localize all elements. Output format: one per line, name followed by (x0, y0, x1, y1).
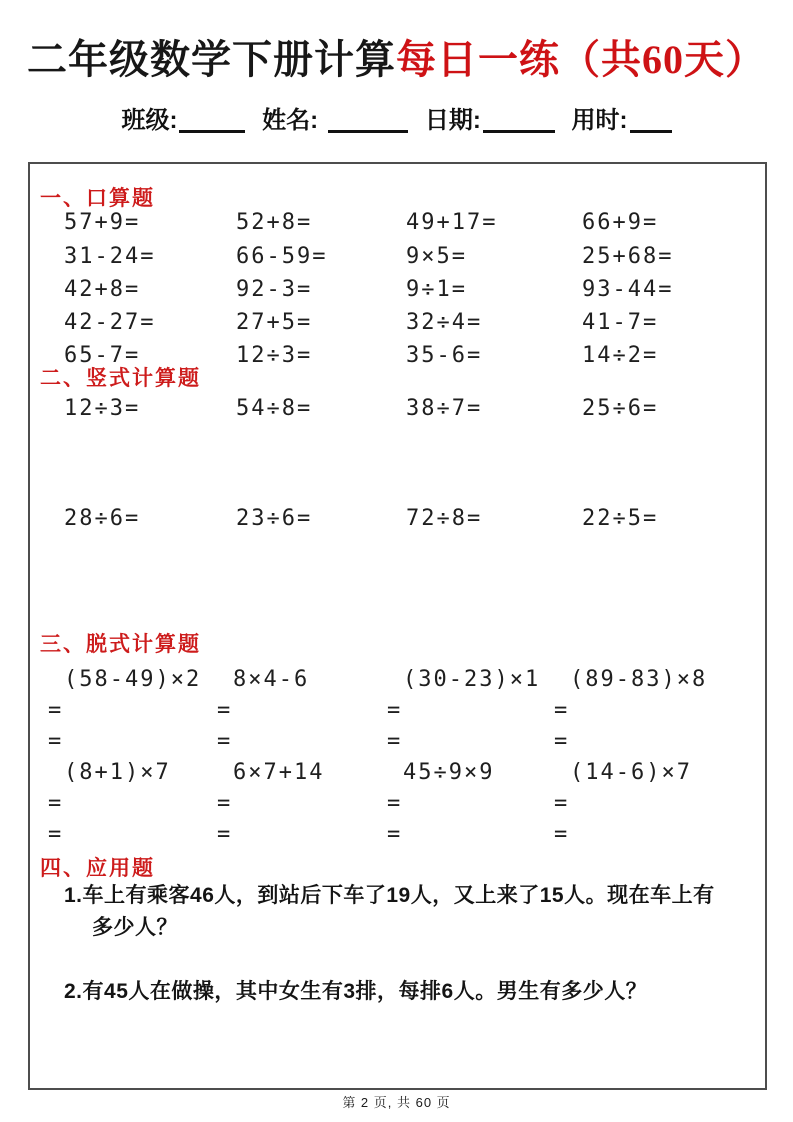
time-blank-line (630, 109, 672, 133)
equals-work-line: = (48, 791, 64, 816)
class-blank-line (179, 109, 245, 133)
stepwise-problem (217, 664, 377, 757)
oral-row (64, 210, 764, 235)
section-heading-word: 四、应用题 (40, 857, 155, 880)
page-number-text: 第 2 页, 共 60 页 (342, 1095, 451, 1110)
stepwise-problem (387, 757, 547, 850)
name-label: 姓名: (262, 107, 319, 134)
equals-work-line: = (217, 791, 233, 816)
word-problem: 2.有45人在做操，其中女生有3排，每排6人。男生有多少人？ (64, 980, 648, 1003)
equals-work-line: = (387, 698, 403, 723)
oral-problem: 9×5= (406, 244, 467, 269)
stepwise-expression: (58-49)×2 (64, 667, 202, 692)
vertical-problem: 54÷8= (236, 396, 313, 421)
oral-problem: 93-44= (582, 277, 674, 302)
date-field (425, 100, 561, 135)
stepwise-problem (48, 664, 208, 757)
equals-work-line: = (387, 822, 403, 847)
oral-row (64, 277, 764, 302)
equals-work-line: = (554, 729, 570, 754)
equals-work-line: = (48, 698, 64, 723)
oral-row (64, 244, 764, 269)
oral-problem: 41-7= (582, 310, 659, 335)
time-label: 用时: (571, 107, 628, 134)
oral-problem: 42-27= (64, 310, 156, 335)
equals-work-line: = (217, 822, 233, 847)
equals-work-line: = (217, 729, 233, 754)
oral-problem: 42+8= (64, 277, 141, 302)
time-field (572, 100, 672, 135)
student-info-line (0, 100, 793, 135)
section-heading-stepwise: 三、脱式计算题 (40, 633, 201, 656)
section-heading-vertical: 二、竖式计算题 (40, 367, 201, 390)
section-heading-oral: 一、口算题 (40, 187, 155, 210)
page-footer (0, 1092, 793, 1111)
stepwise-expression: 45÷9×9 (403, 760, 495, 785)
date-label: 日期: (424, 107, 481, 134)
equals-work-line: = (48, 729, 64, 754)
equals-work-line: = (387, 729, 403, 754)
name-field (262, 100, 414, 135)
oral-problem: 31-24= (64, 244, 156, 269)
equals-work-line: = (554, 698, 570, 723)
stepwise-problem (217, 757, 377, 850)
oral-problem: 66+9= (582, 210, 659, 235)
oral-problem: 12÷3= (236, 343, 313, 368)
stepwise-expression: 6×7+14 (233, 760, 325, 785)
stepwise-expression: 8×4-6 (233, 667, 310, 692)
title-main-text: 二年级数学下册计算 (27, 37, 396, 82)
vertical-row (64, 396, 764, 421)
oral-row (64, 310, 764, 335)
vertical-problem: 72÷8= (406, 506, 483, 531)
vertical-problem: 25÷6= (582, 396, 659, 421)
page-title (0, 28, 793, 85)
equals-work-line: = (554, 822, 570, 847)
stepwise-expression: (89-83)×8 (570, 667, 708, 692)
class-field (121, 100, 251, 135)
stepwise-problem (48, 757, 208, 850)
equals-work-line: = (217, 698, 233, 723)
vertical-row (64, 506, 764, 531)
equals-work-line: = (387, 791, 403, 816)
oral-problem: 25+68= (582, 244, 674, 269)
stepwise-expression: (8+1)×7 (64, 760, 171, 785)
oral-problem: 57+9= (64, 210, 141, 235)
name-blank-line (328, 109, 408, 133)
oral-problem: 14÷2= (582, 343, 659, 368)
class-label: 班级: (121, 107, 178, 134)
stepwise-expression: (14-6)×7 (570, 760, 692, 785)
vertical-problem: 28÷6= (64, 506, 141, 531)
oral-problem: 27+5= (236, 310, 313, 335)
date-blank-line (483, 109, 555, 133)
word-problem: 1.车上有乘客46人，到站后下车了19人，又上来了15人。现在车上有多少人？ (64, 884, 715, 939)
equals-work-line: = (48, 822, 64, 847)
vertical-problem: 38÷7= (406, 396, 483, 421)
vertical-problem: 12÷3= (64, 396, 141, 421)
oral-problem: 32÷4= (406, 310, 483, 335)
oral-problem: 49+17= (406, 210, 498, 235)
stepwise-problem (554, 757, 714, 850)
oral-problem: 66-59= (236, 244, 328, 269)
stepwise-problem (554, 664, 714, 757)
oral-problem: 9÷1= (406, 277, 467, 302)
stepwise-expression: (30-23)×1 (403, 667, 541, 692)
equals-work-line: = (554, 791, 570, 816)
oral-problem: 52+8= (236, 210, 313, 235)
oral-problem: 35-6= (406, 343, 483, 368)
stepwise-problem (387, 664, 547, 757)
worksheet-frame (28, 162, 767, 1090)
vertical-problem: 22÷5= (582, 506, 659, 531)
oral-problem: 92-3= (236, 277, 313, 302)
oral-problem: 65-7= (64, 343, 141, 368)
vertical-problem: 23÷6= (236, 506, 313, 531)
title-highlight-text: 每日一练（共60天） (396, 37, 766, 82)
